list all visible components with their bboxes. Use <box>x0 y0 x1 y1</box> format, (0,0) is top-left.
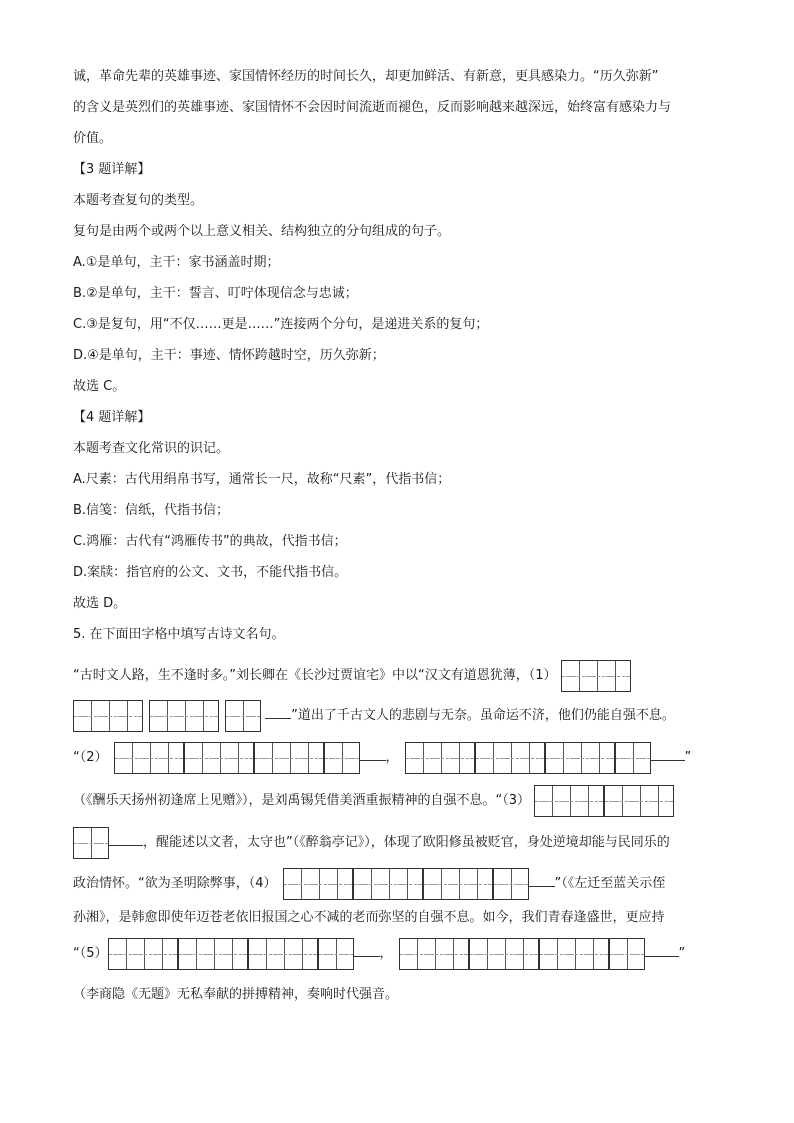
q5-line <box>73 937 685 971</box>
option-d: D.④是单句，主干：事迹、情怀跨越时空，历久弥新； <box>73 348 385 363</box>
q5-text: ” <box>684 750 692 765</box>
q5-text: （《酬乐天扬州初逢席上见赠》），是刘禹锡凭借美酒重振精神的自强不息。“（3） <box>73 793 531 808</box>
text-line: 本题考查复句的类型。 <box>73 193 204 208</box>
answer-grid[interactable] <box>184 742 254 774</box>
q5-text: 政治情怀。“欲为圣明除弊事，（4） <box>73 876 277 891</box>
answer-blank[interactable] <box>529 872 555 887</box>
q5-text: ，醒能述以文者，太守也”（《醉翁亭记》），体现了欧阳修虽被贬官，身处逆境却能与民同乐的 <box>143 835 670 850</box>
answer-grid[interactable] <box>318 938 354 970</box>
answer-grid[interactable] <box>149 700 219 732</box>
q5-text: “（5） <box>73 946 108 961</box>
answer-grid[interactable] <box>545 742 615 774</box>
section-heading: 【4 题详解】 <box>73 410 151 425</box>
question-5-title: 5. 在下面田字格中填写古诗文名句。 <box>73 627 285 642</box>
answer-blank[interactable] <box>354 942 380 957</box>
answer-grid[interactable] <box>615 742 651 774</box>
answer-grid[interactable] <box>283 868 353 900</box>
text-line: 价值。 <box>73 131 113 146</box>
option-a: A.①是单句，主干：家书涵盖时期； <box>73 255 280 270</box>
answer-grid[interactable] <box>604 785 674 817</box>
option-d: D.案牍：指官府的公文、文书，不能代指书信。 <box>73 565 348 580</box>
option-c: C.③是复句，用“不仅……更是……”连接两个分句，是递进关系的复句； <box>73 317 489 332</box>
option-a: A.尺素：古代用绢帛书写，通常长一尺，故称“尺素”，代指书信； <box>73 472 451 487</box>
answer-grid[interactable] <box>475 742 545 774</box>
text-line: 诚，革命先辈的英雄事迹、家国情怀经历的时间长久，却更加鲜活、有新意，更具感染力。“历久弥新” <box>73 69 659 84</box>
text-line: 的含义是英烈们的英雄事迹、家国情怀不会因时间流逝而褪色，反而影响越来越深远，始终富有感染力与 <box>73 100 672 115</box>
q5-text: “古时文人路，生不逢时多。”刘长卿在《长沙过贾谊宅》中以“汉文有道恩犹薄，（1） <box>73 668 557 683</box>
q5-line <box>73 867 665 901</box>
answer-grid[interactable] <box>561 660 631 692</box>
answer-grid[interactable] <box>225 700 261 732</box>
q5-line <box>73 699 675 733</box>
answer-grid[interactable] <box>248 938 318 970</box>
answer-grid[interactable] <box>73 700 143 732</box>
answer-grid[interactable] <box>73 827 109 859</box>
answer-grid[interactable] <box>399 938 469 970</box>
answer-line: 故选 C。 <box>73 379 126 394</box>
answer-grid[interactable] <box>254 742 324 774</box>
q5-text: ” <box>678 946 686 961</box>
answer-grid[interactable] <box>493 868 529 900</box>
q5-text: ”（《左迁至蓝关示侄 <box>554 876 666 891</box>
q5-line <box>73 741 691 775</box>
answer-grid[interactable] <box>534 785 604 817</box>
option-b: B.信笺：信纸，代指书信； <box>73 503 230 518</box>
q5-text: “（2） <box>73 750 108 765</box>
section-heading: 【3 题详解】 <box>73 162 151 177</box>
answer-grid[interactable] <box>353 868 423 900</box>
answer-grid[interactable] <box>405 742 475 774</box>
answer-grid[interactable] <box>178 938 248 970</box>
text-line: 复句是由两个或两个以上意义相关、结构独立的分句组成的句子。 <box>73 224 451 239</box>
answer-blank[interactable] <box>645 942 679 957</box>
answer-grid[interactable] <box>423 868 493 900</box>
option-c: C.鸿雁：古代有“鸿雁传书”的典故，代指书信； <box>73 534 347 549</box>
q5-line: （李商隐《无题》无私奉献的拼搏精神，奏响时代强音。 <box>73 987 399 1002</box>
answer-grid[interactable] <box>108 938 178 970</box>
answer-grid[interactable] <box>609 938 645 970</box>
option-b: B.②是单句，主干：誓言、叮咛体现信念与忠诚； <box>73 286 358 301</box>
answer-blank[interactable] <box>360 746 386 761</box>
answer-grid[interactable] <box>539 938 609 970</box>
text-line: 本题考查文化常识的识记。 <box>73 441 230 456</box>
q5-text: ”道出了千古文人的悲剧与无奈。虽命运不济，他们仍能自强不息。 <box>291 708 675 723</box>
answer-grid[interactable] <box>469 938 539 970</box>
q5-line <box>73 784 674 818</box>
answer-grid[interactable] <box>114 742 184 774</box>
q5-line: 孙湘》，是韩愈即使年迈苍老依旧报国之心不减的老而弥坚的自强不息。如今，我们青春逢盛世，更应持 <box>73 910 665 925</box>
answer-line: 故选 D。 <box>73 596 127 611</box>
answer-blank[interactable] <box>265 704 291 719</box>
answer-blank[interactable] <box>109 831 143 846</box>
answer-grid[interactable] <box>324 742 360 774</box>
q5-text: ， <box>385 750 399 765</box>
answer-blank[interactable] <box>651 746 685 761</box>
q5-line <box>73 659 631 693</box>
q5-line <box>73 826 670 860</box>
q5-text: ， <box>379 946 393 961</box>
